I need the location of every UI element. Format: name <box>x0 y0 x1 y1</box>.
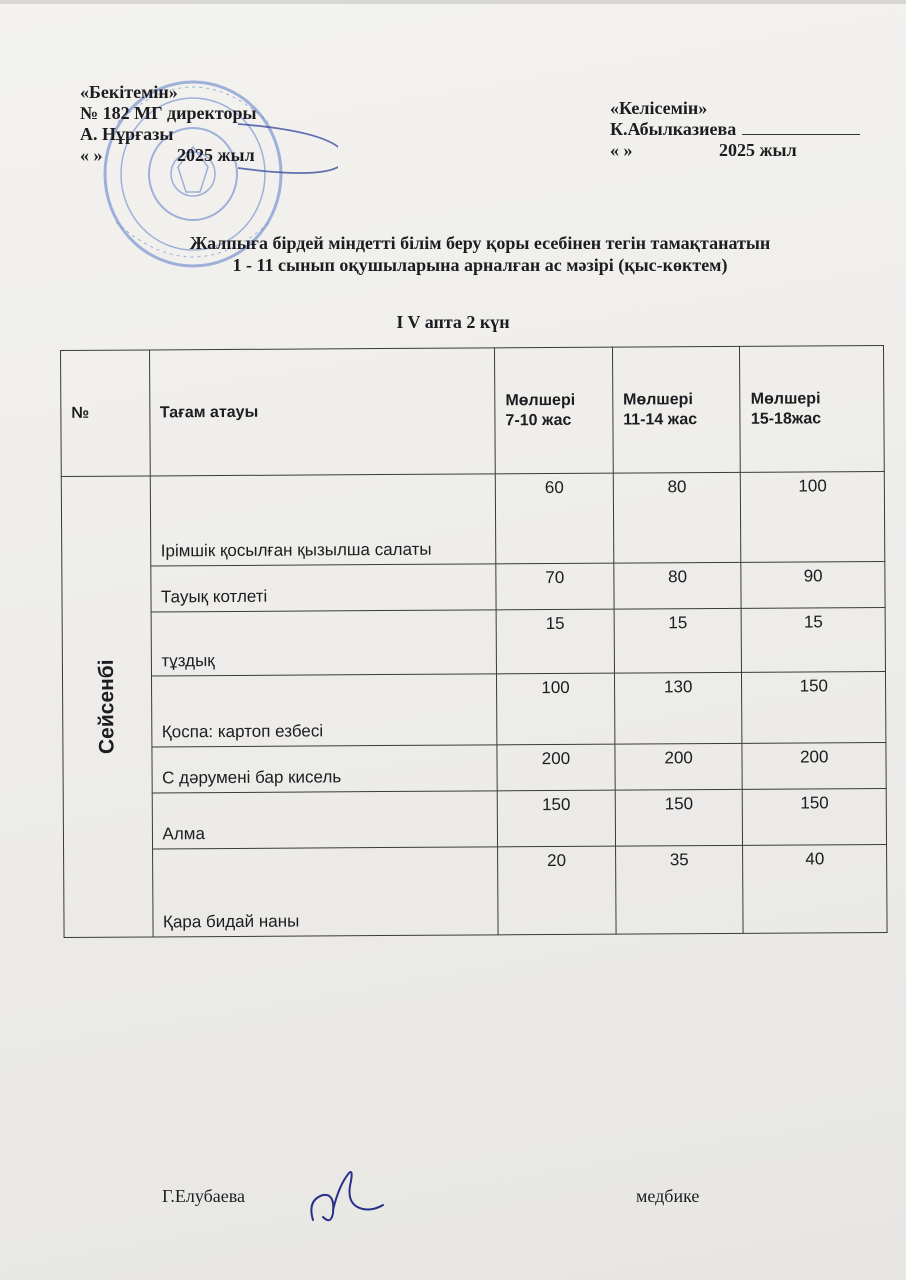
dish-name-cell: С дәрумені бар кисель <box>151 744 497 792</box>
portion-cell-3: 40 <box>743 844 887 933</box>
approval-block <box>80 82 257 166</box>
agree-name-row <box>610 119 860 140</box>
dish-name-cell: Тауық котлеті <box>150 564 496 612</box>
header-dish-name: Тағам атауы <box>149 348 495 476</box>
dish-name-cell: Алма <box>152 790 498 848</box>
agreement-block <box>610 98 860 161</box>
portion-cell-2: 80 <box>613 472 741 563</box>
portion-cell-1: 15 <box>496 609 614 674</box>
portion-cell-2: 15 <box>614 609 742 674</box>
menu-title <box>100 232 860 276</box>
header-age-range: 7-10 жас <box>505 411 572 429</box>
table-row <box>62 562 885 613</box>
agree-signature-line <box>742 134 860 135</box>
day-cell <box>61 476 152 938</box>
nurse-role: медбике <box>636 1186 700 1206</box>
portion-cell-1: 200 <box>497 744 615 791</box>
header-number: № <box>61 350 150 477</box>
page-top-edge <box>0 0 906 4</box>
handwritten-signature <box>305 1165 385 1235</box>
header-portion-label: Мөлшері <box>750 389 821 408</box>
portion-cell-2: 150 <box>615 789 743 846</box>
agree-date-quote: « » <box>610 140 633 160</box>
dish-name-cell: Қара бидай наны <box>152 847 498 937</box>
portion-cell-3: 150 <box>743 788 887 845</box>
menu-title-line2: 1 - 11 сынып оқушыларына арналған ас мәзірі (қыс-көктем) <box>232 255 728 275</box>
table-row <box>63 742 886 793</box>
table-row <box>62 608 885 677</box>
nurse-name: Г.Елубаева <box>162 1186 246 1206</box>
portion-cell-2: 35 <box>615 845 743 934</box>
header-age-range: 15-18жас <box>750 409 822 428</box>
table-row <box>62 672 885 747</box>
header-portion-11-14 <box>612 346 740 473</box>
portion-cell-3: 90 <box>741 562 885 609</box>
portion-cell-3: 100 <box>741 471 885 562</box>
dish-name-cell: Ірімшік қосылған қызылша салаты <box>150 474 496 566</box>
portion-cell-1: 60 <box>495 473 613 564</box>
portion-cell-2: 200 <box>615 743 743 790</box>
header-portion-15-18 <box>740 345 884 472</box>
portion-cell-1: 20 <box>498 846 616 935</box>
portion-cell-1: 100 <box>497 674 615 745</box>
header-portion-label: Мөлшері <box>505 391 576 409</box>
menu-table <box>60 345 888 938</box>
portion-cell-1: 150 <box>497 790 615 847</box>
portion-cell-3: 15 <box>742 608 886 673</box>
approve-date-year: 2025 жыл <box>177 145 255 165</box>
header-portion-label: Мөлшері <box>623 390 693 409</box>
portion-cell-2: 80 <box>614 563 742 610</box>
portion-cell-2: 130 <box>614 673 742 744</box>
agree-heading: «Келісемін» <box>610 98 708 118</box>
portion-cell-3: 150 <box>742 672 886 743</box>
table-row <box>64 844 888 937</box>
table-row <box>63 788 886 849</box>
day-label: Сейсенбі <box>94 659 119 755</box>
dish-name-cell: Қоспа: картоп езбесі <box>151 674 497 746</box>
approve-heading: «Бекітемін» <box>80 82 178 102</box>
portion-cell-3: 200 <box>742 742 886 789</box>
agree-date-year: 2025 жыл <box>719 140 797 160</box>
approve-name: А. Нұрғазы <box>80 124 174 144</box>
header-age-range: 11-14 жас <box>623 410 698 429</box>
agree-date <box>610 140 860 161</box>
header-portion-7-10 <box>495 347 614 474</box>
approve-date <box>80 145 257 166</box>
dish-name-cell: тұздық <box>151 610 497 676</box>
agree-name: К.Абылказиева <box>610 119 737 139</box>
approve-date-quote: « » <box>80 145 103 165</box>
week-day-label: I V апта 2 күн <box>396 312 510 332</box>
table-row <box>61 471 885 566</box>
portion-cell-1: 70 <box>496 563 614 610</box>
table-header-row <box>61 345 885 476</box>
menu-title-line1: Жалпыға бірдей міндетті білім беру қоры есебінен тегін тамақтанатын <box>189 233 771 253</box>
approve-position: № 182 МГ директоры <box>80 103 257 123</box>
